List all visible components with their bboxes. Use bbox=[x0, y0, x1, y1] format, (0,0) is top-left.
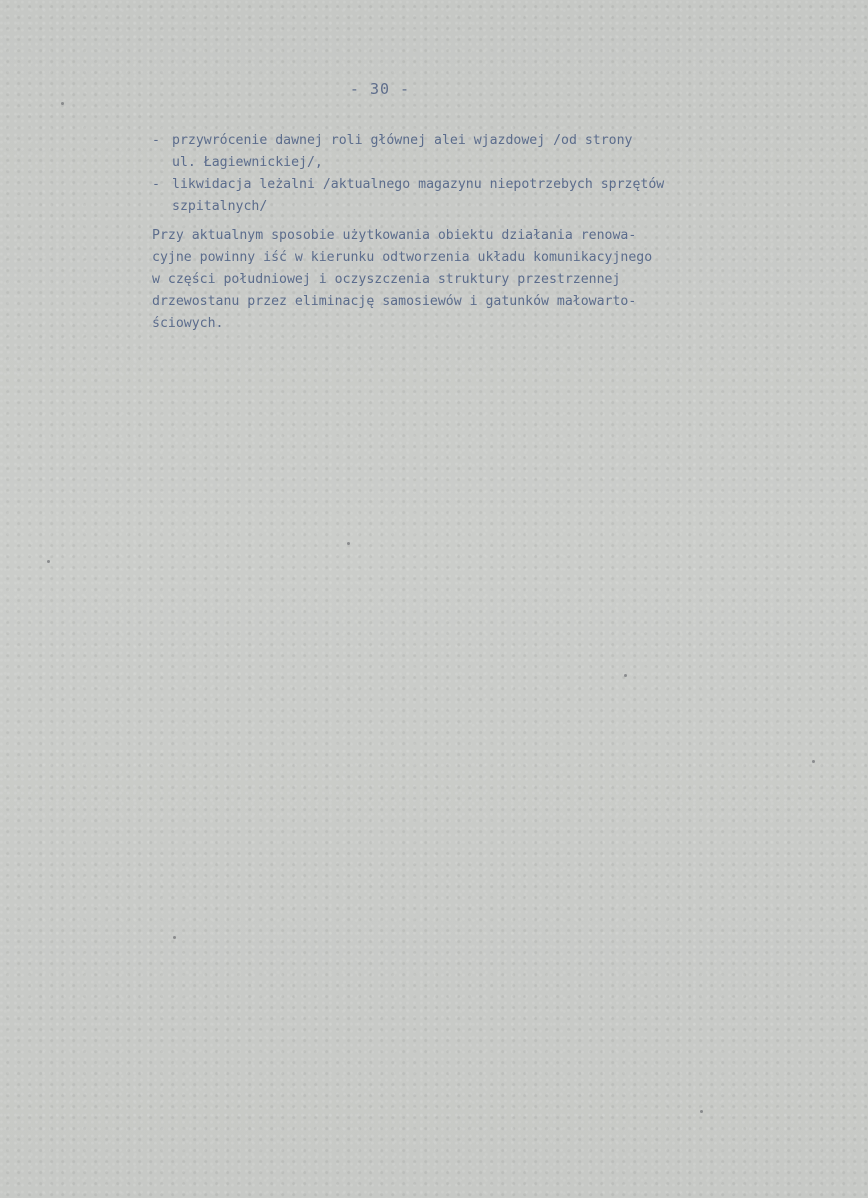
body-paragraph: Przy aktualnym sposobie użytkowania obiektu działania renowa- cyjne powinny iść w kierunku odtworzenia układu komunikacyjnego w części południowej i oczyszczenia struktury przestrzennej drzewostanu przez eliminację samosiewów i gatunków małowarto- ściowych. bbox=[152, 228, 653, 331]
bullet-text: przywrócenie dawnej roli głównej alei wjazdowej /od strony ul. Łagiewnickiej/, bbox=[172, 133, 633, 170]
page-number: - 30 - bbox=[349, 80, 411, 98]
paper-speck bbox=[347, 542, 350, 545]
paper-speck bbox=[173, 936, 176, 939]
paper-speck bbox=[624, 674, 627, 677]
bullet-mark: - bbox=[152, 133, 160, 148]
bullet-item bbox=[152, 174, 842, 218]
bullet-text: likwidacja leżalni /aktualnego magazynu niepotrzebych sprzętów szpitalnych/ bbox=[172, 177, 665, 214]
bullet-item bbox=[152, 130, 842, 174]
paper-speck bbox=[47, 560, 50, 563]
bullet-mark: - bbox=[152, 177, 160, 192]
paper-speck bbox=[700, 1110, 703, 1113]
paper-speck bbox=[61, 102, 64, 105]
document-body bbox=[152, 130, 842, 335]
paper-speck bbox=[812, 760, 815, 763]
